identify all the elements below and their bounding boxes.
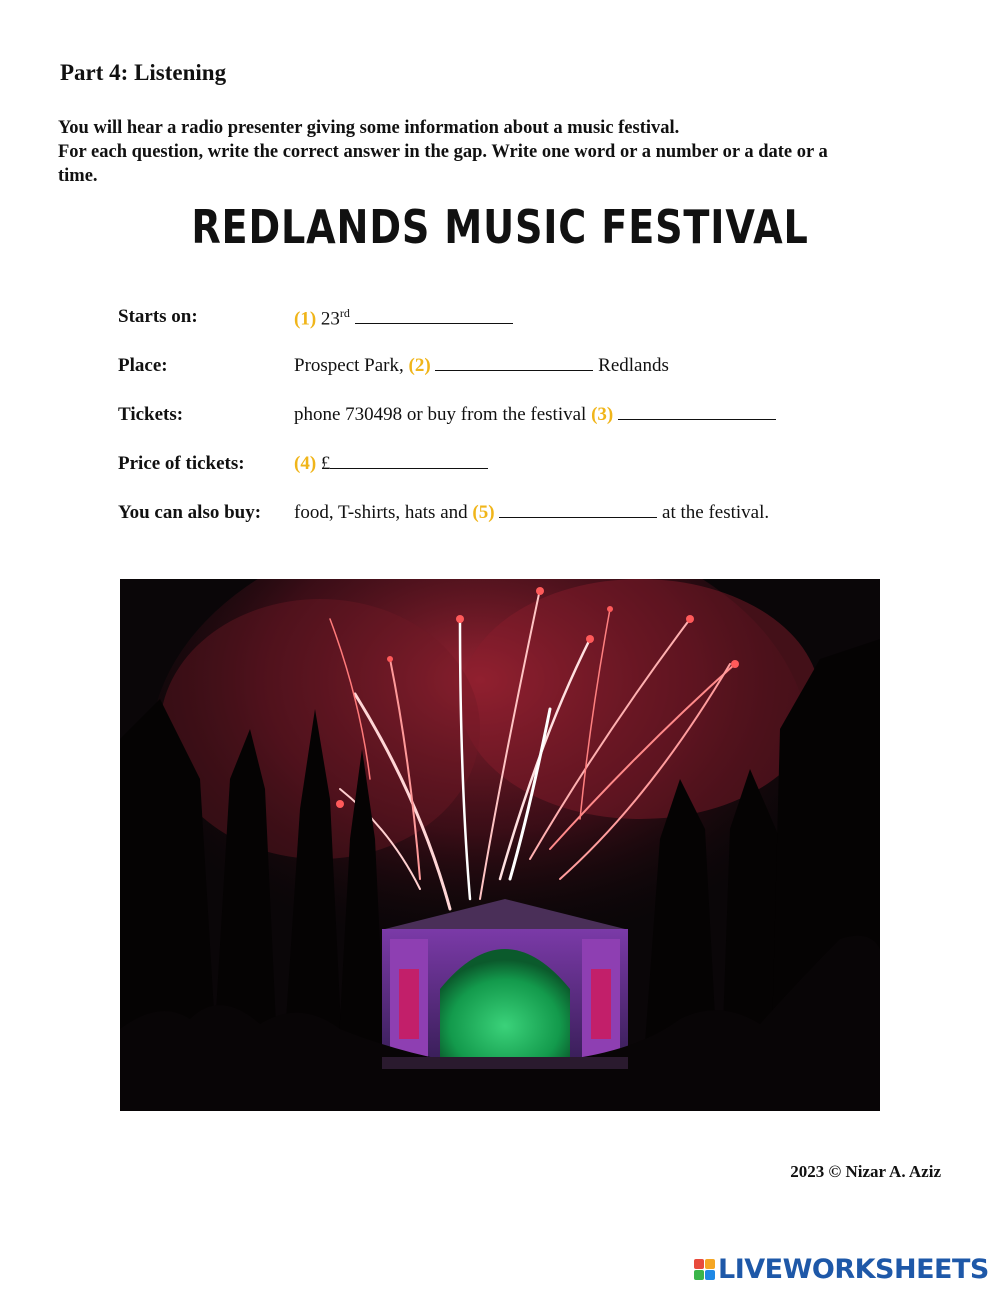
- value-text-after: Redlands: [598, 355, 669, 376]
- question-number: (4): [294, 453, 317, 474]
- instruction-line-2: For each question, write the correct answer in the gap. Write one word or a number or a date or a: [58, 142, 828, 162]
- value-text: food, T-shirts, hats and: [294, 502, 468, 523]
- answer-gap-2[interactable]: [435, 355, 593, 371]
- instructions: [58, 116, 958, 188]
- currency-symbol: £: [320, 453, 331, 474]
- brand-name: LIVEWORKSHEETS: [718, 1253, 989, 1285]
- copyright: 2023 © Nizar A. Aziz: [790, 1162, 941, 1181]
- liveworksheets-logo[interactable]: [694, 1254, 989, 1284]
- value-text-after: at the festival.: [662, 502, 770, 523]
- part-title: Part 4: Listening: [60, 60, 227, 85]
- form-value: [294, 306, 513, 330]
- answer-gap-5[interactable]: [499, 502, 657, 518]
- form-label: You can also buy:: [118, 502, 262, 523]
- answer-gap-3[interactable]: [618, 404, 776, 420]
- form-label: Price of tickets:: [118, 453, 245, 474]
- form-label: Starts on:: [118, 306, 198, 327]
- answer-gap-4[interactable]: [330, 453, 488, 469]
- form-value: [294, 502, 769, 524]
- ordinal-suffix: rd: [339, 306, 350, 320]
- festival-title: REDLANDS MUSIC FESTIVAL: [191, 200, 809, 254]
- answer-gap-1[interactable]: [355, 308, 513, 324]
- form-value: [294, 453, 488, 475]
- festival-title-banner: [0, 200, 1000, 260]
- instruction-line-3: time.: [58, 166, 98, 186]
- instruction-line-1: You will hear a radio presenter giving some information about a music festival.: [58, 118, 680, 138]
- value-text: Prospect Park,: [294, 355, 404, 376]
- value-text: 23: [320, 308, 340, 330]
- value-text: phone 730498 or buy from the festival: [294, 404, 587, 425]
- form-value: [294, 404, 776, 426]
- question-number: (2): [408, 355, 431, 376]
- question-number: (1): [294, 308, 317, 330]
- form-label: Place:: [118, 355, 168, 376]
- question-number: (5): [472, 502, 495, 523]
- liveworksheets-icon: [694, 1259, 715, 1280]
- festival-photo: [120, 579, 880, 1111]
- form-value: [294, 355, 669, 377]
- question-number: (3): [591, 404, 614, 425]
- form-label: Tickets:: [118, 404, 184, 425]
